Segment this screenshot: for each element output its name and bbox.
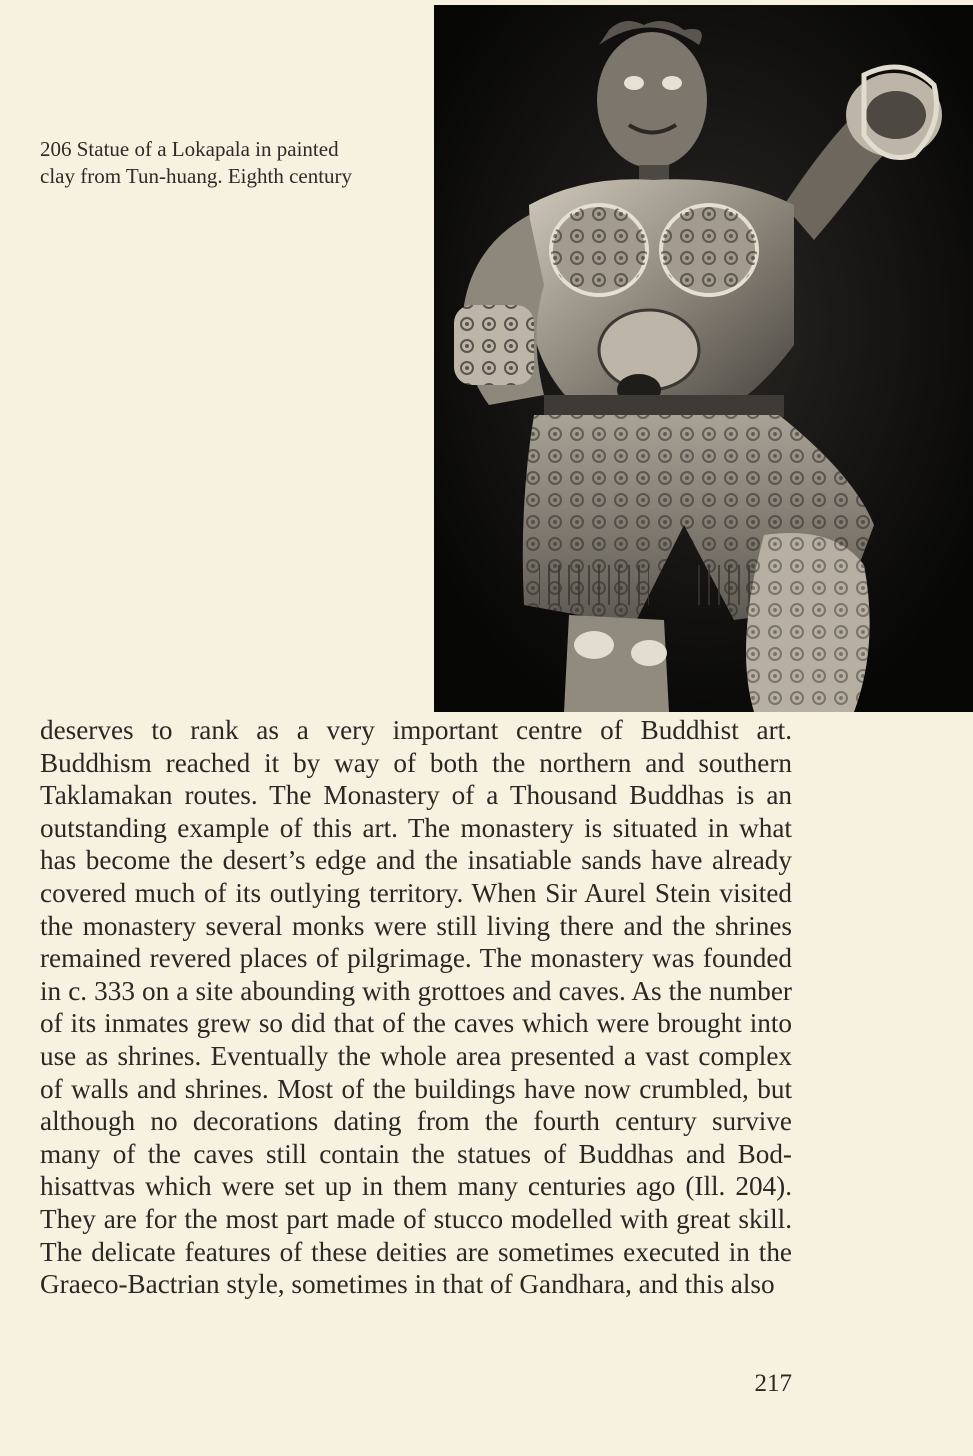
text-line: The delicate features of these deities are sometimes executed in the [40,1236,792,1267]
page-number: 217 [754,1370,792,1397]
caption-line: clay from Tun-huang. Eighth century [40,164,353,188]
text-line: the monastery several monks were still living there and the shrines [40,910,792,941]
text-line: outstanding example of this art. The monastery is situated in what [40,812,792,843]
text-line: Graeco-Bactrian style, sometimes in that of Gandhara, and this also [40,1269,775,1300]
text-line: Buddhism reached it by way of both the northern and southern [40,747,792,778]
text-line: remained revered places of pilgrimage. The monastery was founded [40,943,792,974]
statue-illustration [434,5,973,712]
figure-caption [40,136,412,190]
body-text [40,714,792,1301]
text-line: many of the caves still contain the statues of Buddhas and Bod- [40,1138,792,1169]
text-line: in c. 333 on a site abounding with grottoes and caves. As the number [40,975,792,1006]
text-line: deserves to rank as a very important centre of Buddhist art. [40,715,792,745]
text-line: hisattvas which were set up in them many centuries ago (Ill. 204). [40,1171,792,1202]
text-line: of walls and shrines. Most of the buildings have now crumbled, but [40,1073,792,1104]
lokapala-statue-photo [434,5,973,712]
text-line: although no decorations dating from the fourth century survive [40,1106,792,1137]
caption-line: 206 Statue of a Lokapala in painted [40,137,339,161]
text-line: use as shrines. Eventually the whole area presented a vast complex [40,1040,792,1071]
text-line: of its inmates grew so did that of the caves which were brought into [40,1008,792,1039]
text-line: They are for the most part made of stucco modelled with great skill. [40,1203,792,1234]
text-line: Taklamakan routes. The Monastery of a Thousand Buddhas is an [40,780,792,811]
text-line: covered much of its outlying territory. When Sir Aurel Stein visited [40,877,792,908]
text-line: has become the desert’s edge and the insatiable sands have already [40,845,792,876]
